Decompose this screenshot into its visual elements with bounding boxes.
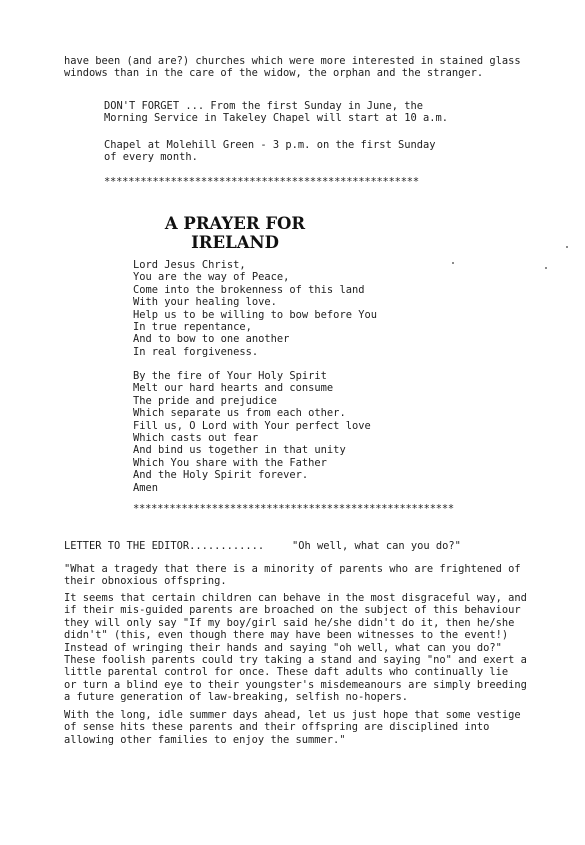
chapel-notice xyxy=(104,139,436,164)
letter-line: "What a tragedy that there is a minority of parents who are frightened of xyxy=(64,563,521,575)
prayer-title xyxy=(150,214,320,252)
letter-line: or turn a blind eye to their youngster's misdemeanours are simply breeding xyxy=(64,678,527,691)
prayer-line: And bind us together in that unity xyxy=(133,444,346,457)
dont-forget-notice xyxy=(104,100,448,125)
prayer-line: The pride and prejudice xyxy=(133,394,277,407)
prayer-line: And to bow to one another xyxy=(133,333,290,346)
prayer-stanza-2 xyxy=(133,370,371,494)
prayer-line: Come into the brokenness of this land xyxy=(133,283,365,296)
prayer-line: Which separate us from each other. xyxy=(133,407,346,420)
letter-line: allowing other families to enjoy the summer." xyxy=(64,733,346,746)
prayer-line: Amen xyxy=(133,481,159,494)
prayer-line: Melt our hard hearts and consume xyxy=(133,382,334,395)
letter-line: of sense hits these parents and their offspring are disciplined into xyxy=(64,721,490,734)
letter-heading-quote: "Oh well, what can you do?" xyxy=(292,540,461,552)
prayer-title-line: IRELAND xyxy=(191,233,279,252)
intro-line: have been (and are?) churches which were more interested in stained glass xyxy=(64,55,521,67)
prayer-line: Help us to be willing to bow before You xyxy=(133,308,377,321)
prayer-line: Lord Jesus Christ, xyxy=(133,259,246,271)
letter-paragraph-2 xyxy=(64,592,527,704)
letter-line: they will only say "If my boy/girl said he/she didn't do it, then he/she xyxy=(64,616,515,629)
intro-line: windows than in the care of the widow, the orphan and the stranger. xyxy=(64,67,484,80)
prayer-line: In real forgiveness. xyxy=(133,345,259,358)
letter-line: Instead of wringing their hands and saying "oh well, what can you do?" xyxy=(64,641,502,654)
letter-paragraph-3 xyxy=(64,709,521,746)
prayer-stanza-1 xyxy=(133,259,377,358)
prayer-line: And the Holy Spirit forever. xyxy=(133,469,309,482)
separator-stars: **************************************************** xyxy=(104,176,419,188)
prayer-line: By the fire of Your Holy Spirit xyxy=(133,370,327,382)
notice-line: of every month. xyxy=(104,151,198,164)
prayer-line: Fill us, O Lord with Your perfect love xyxy=(133,419,371,432)
letter-line: their obnoxious offspring. xyxy=(64,575,227,588)
prayer-line: Which casts out fear xyxy=(133,432,259,445)
scan-speck xyxy=(566,246,568,248)
notice-line: Morning Service in Takeley Chapel will start at 10 a.m. xyxy=(104,112,449,125)
separator-stars: ***************************************************** xyxy=(133,503,454,515)
letter-heading-label: LETTER TO THE EDITOR............ xyxy=(64,540,265,552)
letter-line: little parental control for once. These daft adults who continually lie xyxy=(64,666,509,679)
prayer-line: In true repentance, xyxy=(133,321,252,334)
letter-line: These foolish parents could try taking a stand and saying "no" and exert a xyxy=(64,654,527,667)
letter-line: didn't" (this, even though there may have been witnesses to the event!) xyxy=(64,629,509,642)
letter-heading xyxy=(64,540,264,552)
letter-paragraph-1 xyxy=(64,563,521,588)
prayer-line: Which You share with the Father xyxy=(133,456,327,469)
letter-line: With the long, idle summer days ahead, let us just hope that some vestige xyxy=(64,709,521,721)
letter-line: It seems that certain children can behave in the most disgraceful way, and xyxy=(64,592,527,604)
prayer-title-line: A PRAYER FOR xyxy=(164,214,306,233)
notice-line: DON'T FORGET ... From the first Sunday in June, the xyxy=(104,100,424,112)
prayer-line: You are the way of Peace, xyxy=(133,271,290,284)
intro-paragraph xyxy=(64,55,521,80)
letter-line: a future generation of law-breaking, selfish no-hopers. xyxy=(64,691,409,704)
scan-speck xyxy=(452,262,454,264)
scan-speck xyxy=(545,267,547,269)
letter-line: if their mis-guided parents are broached on the subject of this behaviour xyxy=(64,604,521,617)
notice-line: Chapel at Molehill Green - 3 p.m. on the first Sunday xyxy=(104,139,436,151)
prayer-line: With your healing love. xyxy=(133,296,277,309)
